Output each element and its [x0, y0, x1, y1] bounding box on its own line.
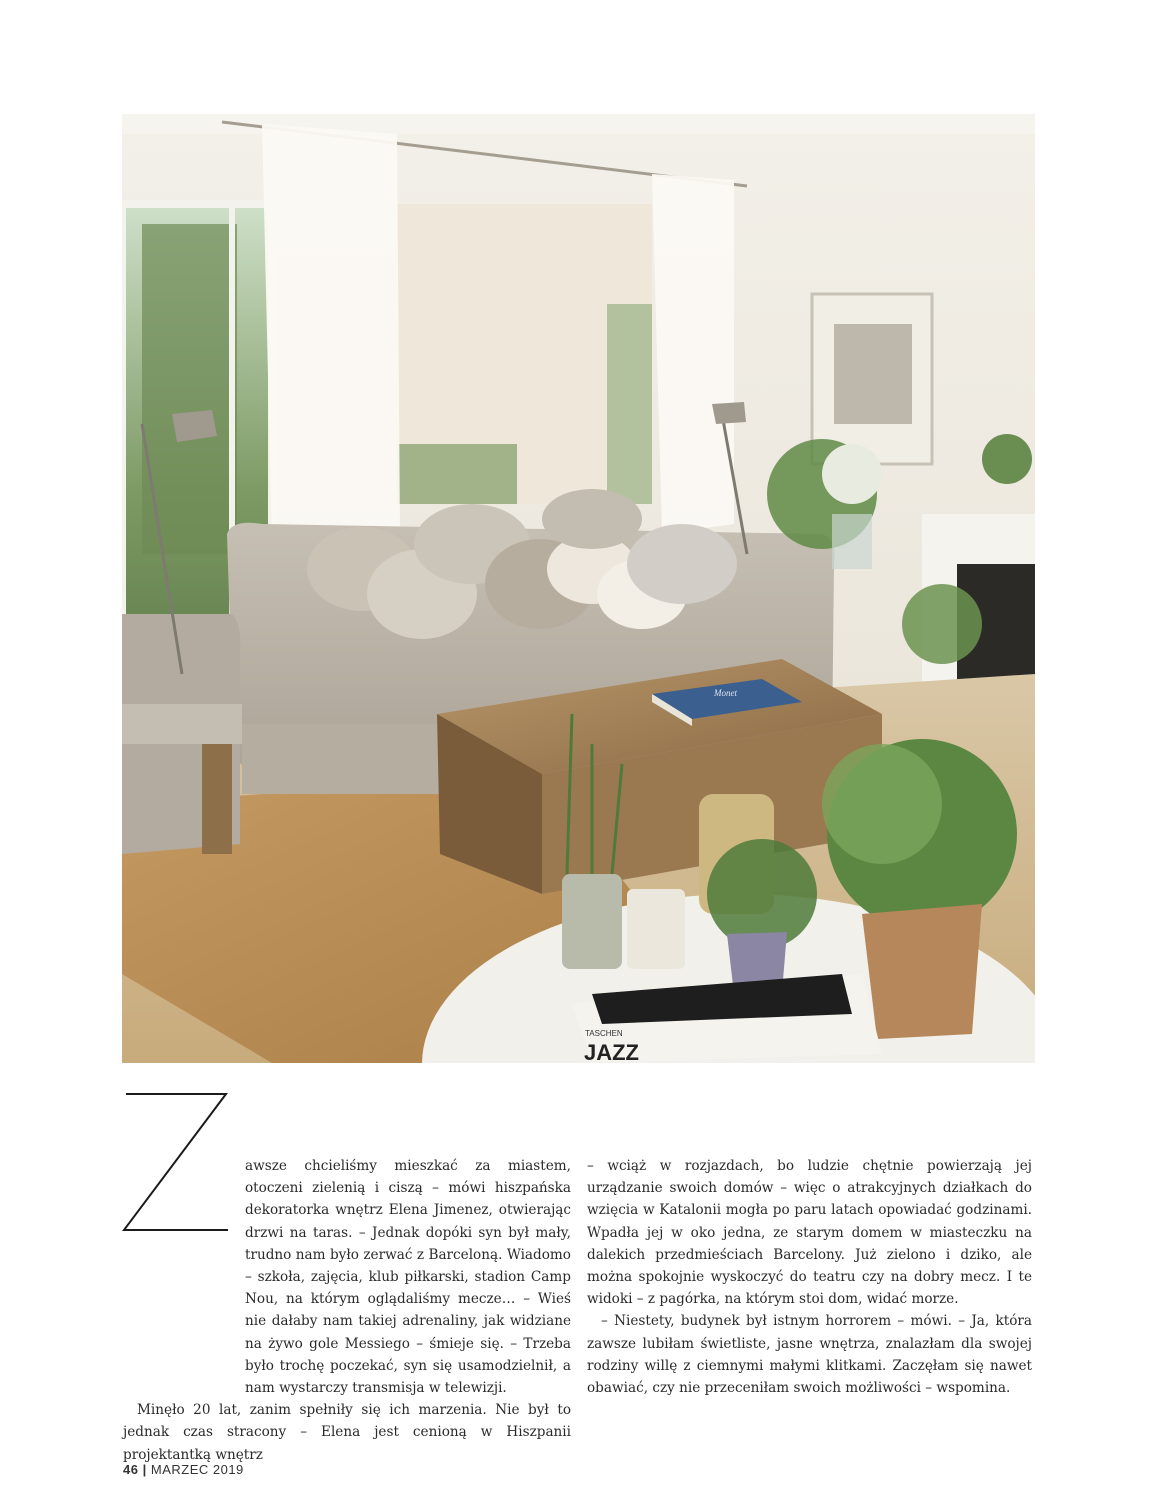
footer-separator: |: [142, 1462, 147, 1477]
article-paragraph: – Niestety, budynek był istnym horrorem – mówi. – Ja, która zawsze lubiłam świetliste, jasne wnętrza, znalazłam dla swojej rodziny willę z ciemnymi małymi klitkami. Zaczęłam się nawet obawiać, czy nie przeceniłam swoich możliwości – wspomina.: [587, 1313, 1032, 1397]
article-paragraph: – wciąż w rozjazdach, bo ludzie chętnie powierzają jej urządzanie swoich domów – więc o atrakcyjnych działkach do wzięcia w Katalonii mogła po paru latach opowiadać godzinami. Wpadła jej w oko jedna, ze starym domem w miasteczku na dalekich przedmieściach Barcelony. Już zielono i dziko, ale można spokojnie wyskoczyć do teatru czy na dobry mecz. I te widoki – z pagórka, na którym stoi dom, widać morze.: [587, 1158, 1032, 1308]
book-spine-text: Monet: [714, 688, 737, 698]
book-title-text: JAZZ: [584, 1040, 639, 1063]
book-publisher-text: TASCHEN: [585, 1029, 623, 1038]
living-room-photo: [122, 114, 1035, 1063]
article-paragraph: awsze chcieliśmy mieszkać za miastem, otoczeni zielenią i ciszą – mówi hiszpańska dekoratorka wnętrz Elena Jimenez, otwierając drzwi na taras. – Jednak dopóki syn był mały, trudno nam było zerwać z Barceloną. Wiadomo – szkoła, zajęcia, klub piłkarski, stadion Camp Nou, na którym oglądaliśmy mecze… – Wieś nie dałaby nam takiej adrenaliny, jak widziane na żywo gole Messiego – śmieje się. – Trzeba było trochę poczekać, syn się usamodzielnił, a nam wystarczy transmisja w telewizji.: [245, 1158, 571, 1397]
article-paragraph: Minęło 20 lat, zanim spełniły się ich marzenia. Nie był to jednak czas stracony – Elena jest cenioną w Hiszpanii projektantką wnętrz: [123, 1402, 571, 1463]
page-number: 46: [123, 1462, 139, 1477]
article-column-left: [123, 1155, 571, 1466]
page-footer: [123, 1462, 244, 1477]
issue-date: MARZEC 2019: [150, 1462, 244, 1477]
article-column-right: [587, 1155, 1032, 1399]
